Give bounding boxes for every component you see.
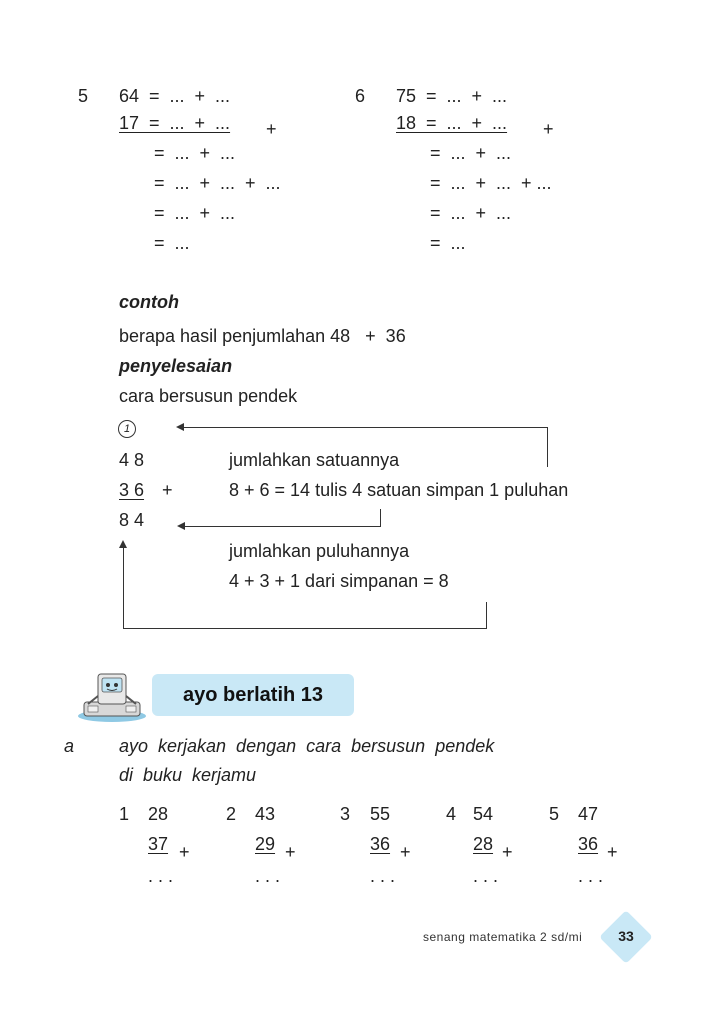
example-question: berapa hasil penjumlahan 48 + 36	[119, 326, 406, 346]
item-bottom: 28	[473, 834, 494, 854]
practice-instruction-1: ayo kerjakan dengan cara bersusun pendek	[119, 736, 495, 756]
note-tens-detail: 4 + 3 + 1 dari simpanan = 8	[229, 571, 449, 591]
arrow-bottom-right-vertical	[486, 602, 487, 629]
arrow-bottom-head	[119, 540, 127, 548]
problem-5-line-6: = ...	[154, 233, 190, 253]
item-number: 3	[340, 804, 351, 824]
arrow-middle-head	[177, 522, 185, 530]
example-row-2: 3 6	[119, 480, 145, 500]
item-top: 28	[148, 804, 169, 824]
item-number: 4	[446, 804, 457, 824]
item-top: 43	[255, 804, 276, 824]
item-plus: +	[179, 842, 190, 862]
item-plus: +	[285, 842, 296, 862]
item-result: . . .	[255, 866, 281, 886]
solution-heading: penyelesaian	[119, 356, 233, 376]
problem-5-line-2: 17 = ... + ...	[119, 113, 231, 133]
problem-6-line-2: 18 = ... + ...	[396, 113, 508, 133]
item-top: 47	[578, 804, 599, 824]
example-heading: contoh	[119, 292, 179, 312]
note-units: jumlahkan satuannya	[229, 450, 400, 470]
problem-5-line-4: = ... + ... + ...	[154, 173, 281, 193]
arrow-middle-vertical	[380, 509, 381, 527]
problem-6-line-4: = ... + ... + ...	[430, 173, 552, 193]
arrow-middle-horizontal	[185, 526, 381, 527]
page-number: 33	[618, 928, 634, 944]
arrow-bottom-horizontal	[123, 628, 487, 629]
item-result: . . .	[578, 866, 604, 886]
item-bottom: 37	[148, 834, 169, 854]
example-row-1: 4 8	[119, 450, 145, 470]
problem-6-number: 6	[355, 86, 366, 106]
item-result: . . .	[148, 866, 174, 886]
example-plus: +	[162, 480, 173, 500]
problem-6-line-3: = ... + ...	[430, 143, 512, 163]
note-tens: jumlahkan puluhannya	[229, 541, 410, 561]
problem-6-line-1: 75 = ... + ...	[396, 86, 508, 106]
item-bottom: 36	[370, 834, 391, 854]
book-title: senang matematika 2 sd/mi	[423, 930, 583, 944]
item-number: 5	[549, 804, 560, 824]
arrow-top-vertical	[547, 427, 548, 467]
problem-5-line-1: 64 = ... + ...	[119, 86, 231, 106]
problem-5-plus: +	[266, 119, 277, 139]
method-text: cara bersusun pendek	[119, 386, 298, 406]
practice-banner: ayo berlatih 13	[152, 674, 354, 716]
item-plus: +	[400, 842, 411, 862]
item-result: . . .	[473, 866, 499, 886]
arrow-bottom-left-vertical	[123, 548, 124, 629]
practice-instruction-2: di buku kerjamu	[119, 765, 257, 785]
item-bottom: 36	[578, 834, 599, 854]
problem-5-number: 5	[78, 86, 89, 106]
arrow-top-horizontal	[184, 427, 548, 428]
computer-mascot-icon	[76, 668, 148, 722]
problem-5-line-5: = ... + ...	[154, 203, 236, 223]
item-bottom: 29	[255, 834, 276, 854]
item-top: 55	[370, 804, 391, 824]
practice-label: a	[64, 736, 75, 756]
problem-6-plus: +	[543, 119, 554, 139]
step-marker: 1	[118, 420, 136, 438]
note-units-detail: 8 + 6 = 14 tulis 4 satuan simpan 1 puluhan	[229, 480, 569, 500]
example-row-3: 8 4	[119, 510, 145, 530]
problem-6-line-5: = ... + ...	[430, 203, 512, 223]
problem-6-line-6: = ...	[430, 233, 466, 253]
arrow-top-head	[176, 423, 184, 431]
item-plus: +	[607, 842, 618, 862]
item-result: . . .	[370, 866, 396, 886]
item-plus: +	[502, 842, 513, 862]
problem-5-line-3: = ... + ...	[154, 143, 236, 163]
item-number: 1	[119, 804, 130, 824]
item-number: 2	[226, 804, 237, 824]
item-top: 54	[473, 804, 494, 824]
